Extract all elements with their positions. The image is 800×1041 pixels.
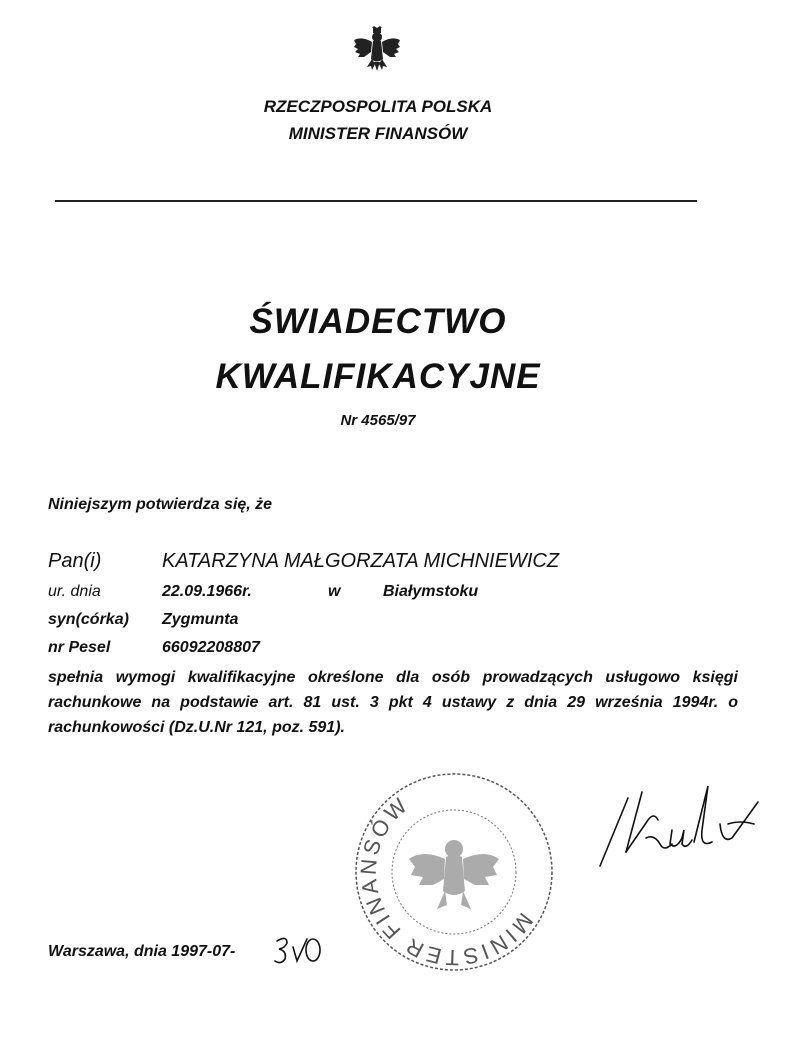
handwritten-day-icon [273,933,323,967]
certificate-number: Nr 4565/97 [340,412,416,429]
born-in-label: w [328,583,341,600]
born-date: 22.09.1966r. [162,583,252,600]
eagle-emblem-icon [352,26,402,72]
official-seal-icon [353,771,555,973]
seal-text: MINISTER FINANSÓW [355,791,538,971]
person-name: KATARZYNA MAŁGORZATA MICHNIEWICZ [162,550,560,572]
parent-label: syn(córka) [48,611,129,628]
pesel-label: nr Pesel [48,639,111,656]
pesel-number: 66092208807 [162,639,260,656]
born-place: Białymstoku [383,583,479,600]
parent-name: Zygmunta [162,611,239,628]
document-title: ŚWIADECTWO [249,302,507,341]
intro-text: Niniejszym potwierdza się, że [48,496,273,513]
header-ministry: MINISTER FINANSÓW [288,124,468,143]
qualification-text: spełnia wymogi kwalifikacyjne określone dla osób prowadzących usługowo księgi rachunkowe na podstawie art. 81 ust. 3 pkt 4 ustawy z dnia 29 września 1994r. o rachunkowości (Dz.U.Nr 121, poz. 591). [48,669,738,736]
born-label: ur. dnia [48,583,101,600]
divider [55,200,697,202]
name-label: Pan(i) [48,550,102,572]
place-date: Warszawa, dnia 1997-07- [48,943,236,960]
document-subtitle: KWALIFIKACYJNE [215,357,541,396]
signature-icon [590,768,770,878]
header-republic: RZECZPOSPOLITA POLSKA [263,97,493,116]
